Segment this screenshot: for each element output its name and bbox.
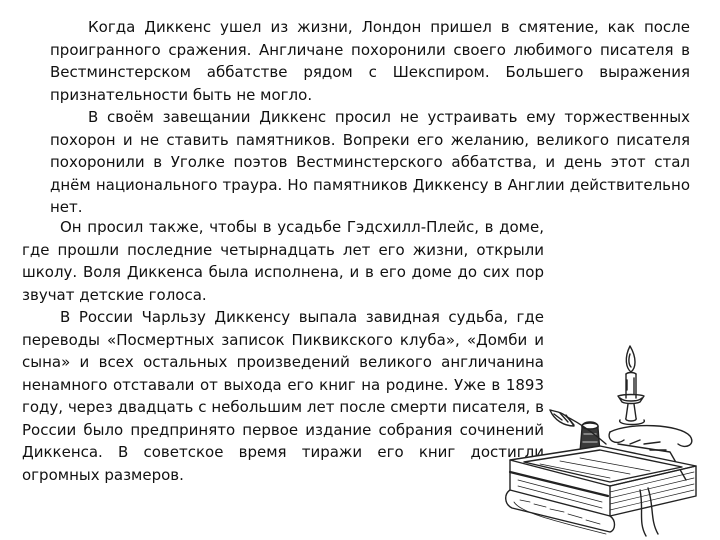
paragraph-gadshill-school: Он просил также, чтобы в усадьбе Гэдсхилл-Плейс, в доме, где прошли последние четырнадцать лет его жизни, открыли школу. Воля Диккенса была исполнена, и в его доме до сих пор звучат детские голоса.: [22, 218, 544, 304]
paragraph-dickens-will: В своём завещании Диккенс просил не устраивать ему торжественных похорон и не ставить памятников. Вопреки его желанию, великого писателя похоронили в Уголке поэтов Вестминстерского аббатства, и день этот стал днём национального траура. Но памятников Диккенсу в Англии действительно нет.: [50, 108, 690, 216]
book-candle-quill-illustration-icon: [490, 340, 716, 540]
top-text-block: [50, 16, 690, 219]
bottom-text-block: [22, 216, 544, 486]
paragraph-russia-translations: В России Чарльзу Диккенсу выпала завидная судьба, где переводы «Посмертных записок Пиквикского клуба», «Домби и сына» и всех остальных произведений великого англичанина ненамного отставали от выхода его книг на родине. Уже в 1893 году, через двадцать с небольшим лет после смерти писателя, в России было предпринято первое издание собрания сочинений Диккенса. В советское время тиражи его книг достигли огромных размеров.: [22, 308, 544, 484]
paragraph-dickens-death: Когда Диккенс ушел из жизни, Лондон пришел в смятение, как после проигранного сражения. Англичане похоронили своего любимого писателя в Вестминстерском аббатстве рядом с Шекспиром. Большего выражения признательности быть не могло.: [50, 18, 690, 104]
